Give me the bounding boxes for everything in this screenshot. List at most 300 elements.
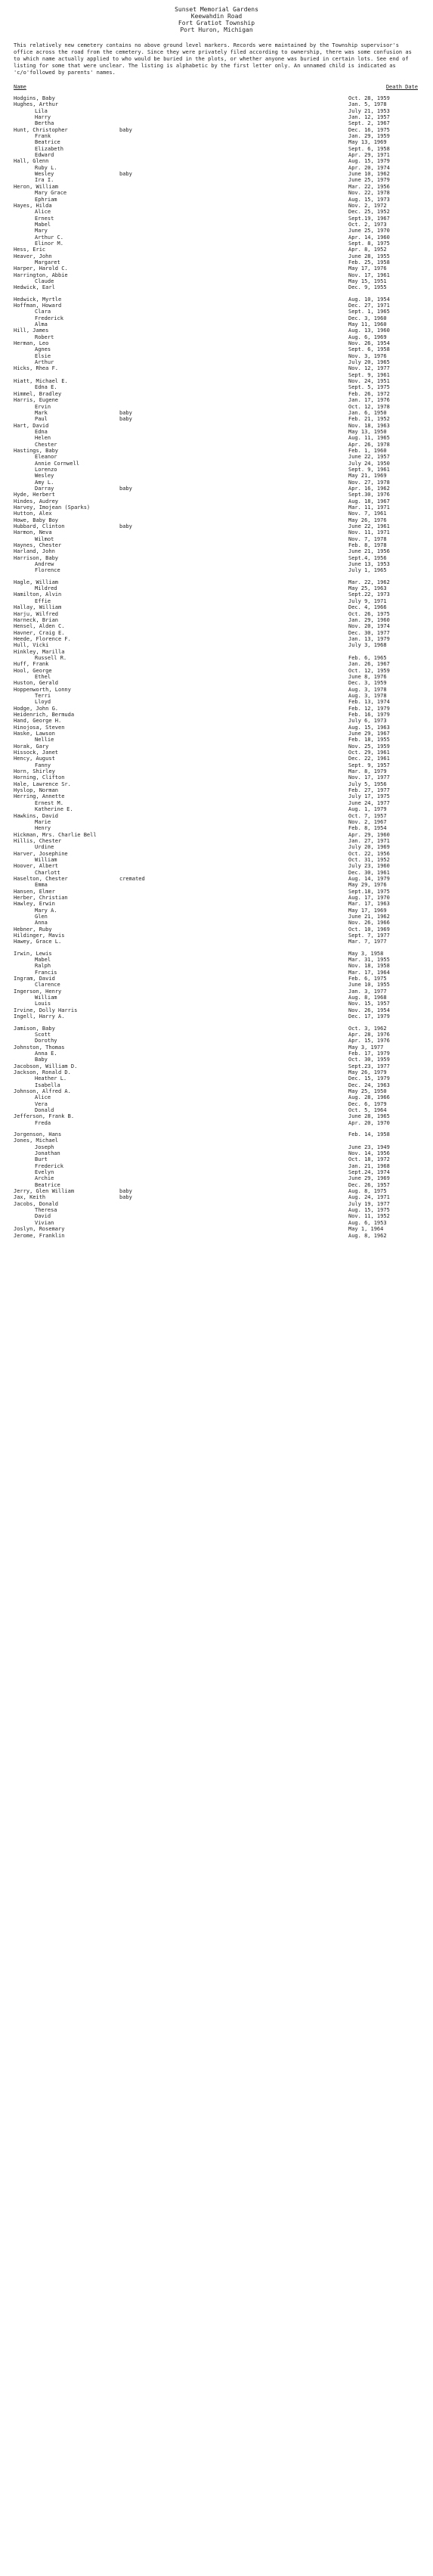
list-item <box>14 327 418 334</box>
death-date: Apr. 20, 1974 <box>348 164 390 171</box>
burial-name: Hess, Eric <box>14 247 46 253</box>
death-date: July 17, 1975 <box>348 793 390 800</box>
burial-name: Hansen, Elmer <box>14 888 55 895</box>
burial-name: Clara <box>35 309 51 315</box>
burial-name: Amy L. <box>35 479 54 486</box>
burial-note <box>119 1038 348 1044</box>
list-item <box>14 1220 418 1226</box>
death-date <box>348 649 418 655</box>
list-item <box>14 165 418 171</box>
burial-note <box>119 1082 348 1088</box>
burial-note <box>119 957 348 963</box>
burial-list <box>6 95 427 1239</box>
burial-name: Heather L. <box>35 1075 67 1082</box>
burial-note <box>119 781 348 787</box>
death-date: Sept. 1, 1965 <box>348 309 390 315</box>
list-item <box>14 926 418 933</box>
burial-name: Howe, Baby Boy <box>14 517 59 523</box>
burial-note <box>119 222 348 228</box>
burial-name: Fanny <box>35 762 51 768</box>
burial-note <box>119 1094 348 1100</box>
burial-name: Hallay, William <box>14 604 62 611</box>
burial-note <box>119 920 348 926</box>
list-item <box>14 372 418 378</box>
death-date: May 1, 1964 <box>348 1226 384 1233</box>
list-item <box>14 876 418 882</box>
burial-name: Ernest M. <box>35 799 63 806</box>
burial-name: Urdine <box>35 844 54 851</box>
burial-note: cremated <box>119 875 145 882</box>
death-date-column-header: Death Date <box>385 84 418 90</box>
death-date: Nov. 2, 1967 <box>348 818 387 825</box>
burial-note <box>119 133 348 139</box>
burial-note <box>119 1169 348 1175</box>
burial-name: Jerome, Franklin <box>14 1232 65 1239</box>
death-date: Oct. 3, 1962 <box>348 1025 387 1032</box>
burial-note <box>119 1207 348 1213</box>
death-date: June 10, 1962 <box>348 171 390 178</box>
burial-note <box>119 857 348 863</box>
list-item <box>14 209 418 215</box>
burial-note <box>119 177 348 183</box>
burial-name: Hall, Glenn <box>14 158 49 165</box>
burial-name: Glen <box>35 914 48 920</box>
list-item <box>14 423 418 429</box>
burial-name: Vivian <box>35 1219 54 1226</box>
death-date: Dec. 25, 1952 <box>348 209 390 216</box>
burial-note <box>119 95 348 101</box>
cemetery-name: Sunset Memorial Gardens <box>175 6 258 13</box>
list-item <box>14 197 418 203</box>
death-date: July 6, 1973 <box>348 718 387 725</box>
death-date: Jan. 21, 1968 <box>348 1162 390 1169</box>
list-item <box>14 674 418 680</box>
burial-note <box>119 838 348 844</box>
death-date: Nov. 11, 1952 <box>348 1213 390 1220</box>
burial-name: William <box>35 995 57 1001</box>
burial-name: Andrew <box>35 561 54 568</box>
burial-name: Heaver, John <box>14 253 52 259</box>
burial-name: Hubbard, Clinton <box>14 523 65 530</box>
death-date: Jan. 29, 1959 <box>348 133 390 140</box>
burial-note <box>119 391 348 397</box>
list-item <box>14 278 418 284</box>
burial-name: Alma <box>35 321 48 328</box>
burial-note <box>119 1001 348 1007</box>
death-date: Jan. 29, 1960 <box>348 616 390 623</box>
death-date: June 28, 1955 <box>348 253 390 259</box>
burial-note <box>119 699 348 705</box>
burial-name: David <box>35 1213 51 1220</box>
burial-name: Hiatt, Michael E. <box>14 378 68 385</box>
list-item <box>14 1044 418 1051</box>
list-item <box>14 365 418 371</box>
list-item <box>14 216 418 222</box>
list-item <box>14 1201 418 1207</box>
death-date: Aug. 15, 1979 <box>348 158 390 165</box>
burial-note <box>119 216 348 222</box>
list-item <box>14 378 418 384</box>
list-item <box>14 743 418 750</box>
burial-note <box>119 165 348 171</box>
death-date: Sept.19, 1967 <box>348 215 390 222</box>
death-date: Nov. 3, 1976 <box>348 352 387 359</box>
burial-note <box>119 146 348 152</box>
list-item <box>14 190 418 196</box>
burial-name: Hindes, Audrey <box>14 498 59 504</box>
burial-note <box>119 604 348 610</box>
death-date: Nov. 22, 1978 <box>348 190 390 197</box>
death-date: Dec. 3, 1960 <box>348 315 387 321</box>
burial-name: Ephriam <box>35 196 57 203</box>
burial-name: Hoover, Albert <box>14 863 59 870</box>
death-date: Apr. 28, 1976 <box>348 1031 390 1038</box>
list-item <box>14 870 418 876</box>
burial-name: Harper, Harold C. <box>14 265 68 272</box>
burial-name: Clarence <box>35 982 60 989</box>
burial-note <box>119 278 348 284</box>
burial-name: Jerry, Glen William <box>14 1188 75 1195</box>
death-date: Sept.18, 1975 <box>348 888 390 895</box>
list-item <box>14 461 418 467</box>
list-item <box>14 1233 418 1239</box>
list-item <box>14 529 418 535</box>
burial-name: Hedwick, Earl <box>14 284 55 291</box>
burial-note <box>119 1175 348 1181</box>
burial-name: Jones, Michael <box>14 1137 59 1144</box>
death-date: June 24, 1977 <box>348 799 390 806</box>
burial-name: Haselton, Chester <box>14 875 68 882</box>
list-item <box>14 171 418 177</box>
burial-note <box>119 536 348 542</box>
list-item <box>14 272 418 278</box>
burial-note <box>119 1213 348 1219</box>
death-date: Nov. 27, 1978 <box>348 479 390 486</box>
death-date: May 25, 1950 <box>348 1088 387 1094</box>
burial-name: Herber, Christian <box>14 894 68 901</box>
death-date: Sept. 2, 1967 <box>348 120 390 127</box>
burial-note <box>119 152 348 158</box>
list-item <box>14 1144 418 1150</box>
list-item <box>14 523 418 529</box>
burial-name: Hillis, Chester <box>14 837 62 844</box>
death-date: Aug. 15, 1963 <box>348 724 390 731</box>
death-date: Oct. 31, 1952 <box>348 856 390 863</box>
death-date: May 13, 1969 <box>348 139 387 146</box>
list-item <box>14 806 418 812</box>
burial-note <box>119 598 348 604</box>
burial-note <box>119 939 348 945</box>
burial-note <box>119 203 348 209</box>
burial-name: Wesley <box>35 171 54 178</box>
list-item <box>14 133 418 139</box>
burial-note <box>119 120 348 126</box>
list-item <box>14 598 418 604</box>
death-date: May 11, 1960 <box>348 321 387 328</box>
burial-note <box>119 989 348 995</box>
burial-name: Ira I. <box>35 177 54 184</box>
burial-name: Huston, Gerald <box>14 680 59 687</box>
list-item <box>14 976 418 982</box>
burial-note <box>119 346 348 352</box>
death-date: Sept.23, 1977 <box>348 1063 390 1069</box>
list-item <box>14 957 418 963</box>
burial-name: Arthur <box>35 359 54 366</box>
burial-name: Hamilton, Alvin <box>14 591 62 598</box>
burial-name: Joslyn, Rosemary <box>14 1226 65 1233</box>
list-item <box>14 177 418 183</box>
list-item <box>14 486 418 492</box>
list-item <box>14 680 418 686</box>
burial-note <box>119 1120 348 1126</box>
burial-note <box>119 655 348 661</box>
list-item <box>14 737 418 743</box>
burial-note <box>119 1156 348 1162</box>
burial-note <box>119 995 348 1001</box>
list-item <box>14 340 418 346</box>
burial-note <box>119 1226 348 1232</box>
list-item <box>14 1101 418 1107</box>
list-item <box>14 517 418 523</box>
death-date: Dec. 15, 1979 <box>348 1075 390 1082</box>
burial-name: Havner, Craig E. <box>14 629 65 636</box>
burial-name: Hagle, William <box>14 579 59 585</box>
burial-name: Hale, Lawrence Sr. <box>14 781 71 787</box>
death-date: June 13, 1953 <box>348 561 390 568</box>
burial-name: Hebner, Ruby <box>14 926 52 933</box>
burial-note <box>119 309 348 315</box>
burial-note <box>119 970 348 976</box>
burial-note <box>119 914 348 920</box>
death-date: Apr. 29, 1960 <box>348 831 390 838</box>
list-item <box>14 939 418 945</box>
burial-note <box>119 429 348 435</box>
burial-note <box>119 272 348 278</box>
list-item <box>14 384 418 390</box>
burial-name: Hawkins, David <box>14 812 59 819</box>
death-date: Dec. 30, 1977 <box>348 629 390 636</box>
death-date: June 22, 1957 <box>348 454 390 461</box>
list-item <box>14 655 418 661</box>
name-column-header: Name <box>14 84 26 90</box>
death-date <box>348 1137 418 1144</box>
death-date: Sept. 9, 1961 <box>348 371 390 378</box>
burial-name: Donald <box>35 1106 54 1113</box>
list-item <box>14 567 418 573</box>
list-item <box>14 334 418 340</box>
burial-note <box>119 359 348 365</box>
road-name: Keewahdin Road <box>190 13 243 20</box>
document-header <box>6 6 427 33</box>
burial-note <box>119 725 348 731</box>
list-item <box>14 1213 418 1219</box>
death-date: Aug. 8, 1975 <box>348 1188 387 1195</box>
death-date: Apr. 8, 1952 <box>348 247 387 253</box>
list-item <box>14 511 418 517</box>
list-item <box>14 158 418 164</box>
burial-note <box>119 750 348 756</box>
list-item <box>14 693 418 699</box>
death-date: Sept. 6, 1958 <box>348 346 390 353</box>
burial-note <box>119 303 348 309</box>
burial-name: Henry <box>35 825 51 832</box>
intro-paragraph: This relatively new cemetery contains no above ground level markers. Records were maintained by the Township supervisor's office across the road from the cemetery. Since they were privately filed according to ownership, there was some confusion as to which name actually applied to who would be buried in the plots, or whether anyone was buried in certain lots. See end of listing for some that were unclear. The listing is alphabetic by the first letter only. An unnamed child is indicated as 'c/o'followed by parents' names. <box>14 42 412 76</box>
burial-name: Evelyn <box>35 1169 54 1176</box>
burial-name: Ingerson, Henry <box>14 988 62 995</box>
list-item <box>14 1113 418 1119</box>
burial-name: Elsie <box>35 352 51 359</box>
township-name: Fort Gratiot Township <box>178 20 255 26</box>
burial-name: Hoffman, Howard <box>14 303 62 309</box>
death-date: Jan. 12, 1957 <box>348 114 390 121</box>
burial-name: Mary Grace <box>35 190 67 197</box>
burial-note <box>119 1220 348 1226</box>
death-date: Nov. 12, 1977 <box>348 365 390 372</box>
list-item <box>14 95 418 101</box>
burial-name: Wesley <box>35 473 54 480</box>
burial-note <box>119 108 348 114</box>
burial-note <box>119 706 348 712</box>
death-date: Oct. 2, 1973 <box>348 221 387 228</box>
list-item <box>14 498 418 504</box>
list-item <box>14 718 418 724</box>
burial-note <box>119 241 348 247</box>
burial-note <box>119 737 348 743</box>
burial-name: Elinor M. <box>35 240 63 247</box>
list-item <box>14 630 418 636</box>
list-item <box>14 454 418 460</box>
death-date: May 3, 1977 <box>348 1044 384 1051</box>
death-date: Aug. 17, 1970 <box>348 894 390 901</box>
list-item <box>14 908 418 914</box>
burial-note <box>119 190 348 196</box>
burial-name: Lorenzo <box>35 466 57 473</box>
burial-name: Heede, Florence F. <box>14 635 71 642</box>
list-item <box>14 253 418 259</box>
burial-note <box>119 158 348 164</box>
burial-note <box>119 1007 348 1013</box>
burial-name: Lila <box>35 107 48 114</box>
list-item <box>14 1120 418 1126</box>
burial-name: Dorothy <box>35 1038 57 1044</box>
burial-name: Hastings, Baby <box>14 447 59 454</box>
death-date: July 20, 1965 <box>348 359 390 366</box>
burial-note <box>119 454 348 460</box>
burial-name: Ingell, Harry A. <box>14 1013 65 1020</box>
list-item <box>14 642 418 648</box>
death-date: Oct. 28, 1959 <box>348 95 390 101</box>
burial-note <box>119 731 348 737</box>
burial-name: Haske, Lawson <box>14 731 55 737</box>
death-date: Oct. 30, 1959 <box>348 1057 390 1063</box>
death-date: Dec. 17, 1979 <box>348 1013 390 1020</box>
death-date: Aug. 24, 1971 <box>348 1194 390 1201</box>
burial-name: Jax, Keith <box>14 1194 46 1201</box>
list-item <box>14 1137 418 1144</box>
burial-note <box>119 617 348 623</box>
list-item <box>14 404 418 410</box>
death-date: Nov. 14, 1956 <box>348 1150 390 1157</box>
list-item <box>14 397 418 403</box>
burial-name: Mary <box>35 228 48 234</box>
death-date: Nov. 26, 1954 <box>348 340 390 347</box>
burial-name: Hughes, Arthur <box>14 101 59 108</box>
section-gap <box>14 945 418 951</box>
burial-name: Mildred <box>35 585 57 592</box>
burial-note <box>119 555 348 561</box>
list-item <box>14 1163 418 1169</box>
death-date: Jan. 27, 1971 <box>348 837 390 844</box>
burial-name: Herman, Leo <box>14 340 49 347</box>
list-item <box>14 146 418 152</box>
list-item <box>14 353 418 359</box>
burial-note <box>119 674 348 680</box>
list-item <box>14 793 418 799</box>
death-date: Apr. 14, 1960 <box>348 234 390 241</box>
burial-name: Hill, James <box>14 327 49 334</box>
death-date: June 23, 1949 <box>348 1144 390 1150</box>
burial-name: Hissock, Janet <box>14 750 59 756</box>
death-date: Sept. 6, 1958 <box>348 145 390 152</box>
list-item <box>14 617 418 623</box>
burial-note: baby <box>119 126 132 133</box>
death-date: Mar. 17, 1963 <box>348 901 390 908</box>
death-date: July 19, 1977 <box>348 1200 390 1207</box>
burial-name: Hodgins, Baby <box>14 95 55 101</box>
burial-name: Horning, Clifton <box>14 774 65 781</box>
burial-name: Arthur C. <box>35 234 63 241</box>
burial-name: Edward <box>35 152 54 159</box>
burial-note <box>119 718 348 724</box>
death-date: Aug. 11, 1965 <box>348 435 390 442</box>
burial-name <box>14 372 119 378</box>
burial-name: Margaret <box>35 259 60 265</box>
burial-note <box>119 296 348 303</box>
burial-name: Alice <box>35 1094 51 1101</box>
list-item <box>14 1194 418 1200</box>
death-date: Apr. 15, 1976 <box>348 1038 390 1044</box>
burial-note <box>119 1131 348 1137</box>
burial-note <box>119 327 348 334</box>
burial-note <box>119 585 348 591</box>
burial-note: baby <box>119 416 132 423</box>
burial-note <box>119 825 348 831</box>
death-date: Jan. 3, 1977 <box>348 988 387 995</box>
burial-name: Irwin, Lewis <box>14 950 52 957</box>
burial-note: baby <box>119 485 132 492</box>
burial-note: baby <box>119 409 132 416</box>
list-item <box>14 473 418 479</box>
burial-name: Chester <box>35 441 57 448</box>
list-item <box>14 920 418 926</box>
death-date: June 25, 1979 <box>348 177 390 184</box>
burial-name: Burt <box>35 1156 48 1163</box>
death-date: July 9, 1971 <box>348 597 387 604</box>
burial-note <box>119 1088 348 1094</box>
burial-name: Harneck, Brian <box>14 616 59 623</box>
death-date: Feb. 12, 1979 <box>348 705 390 712</box>
list-item <box>14 359 418 365</box>
list-item <box>14 542 418 548</box>
burial-name: Hutton, Alex <box>14 511 52 517</box>
death-date: Oct. 10, 1969 <box>348 926 390 933</box>
death-date: Aug. 6, 1953 <box>348 1219 387 1226</box>
burial-note <box>119 334 348 340</box>
burial-name: Jefferson, Frank B. <box>14 1113 75 1120</box>
burial-name: Baby <box>35 1057 48 1063</box>
burial-note <box>119 259 348 265</box>
death-date: Dec. 9, 1955 <box>348 284 387 291</box>
